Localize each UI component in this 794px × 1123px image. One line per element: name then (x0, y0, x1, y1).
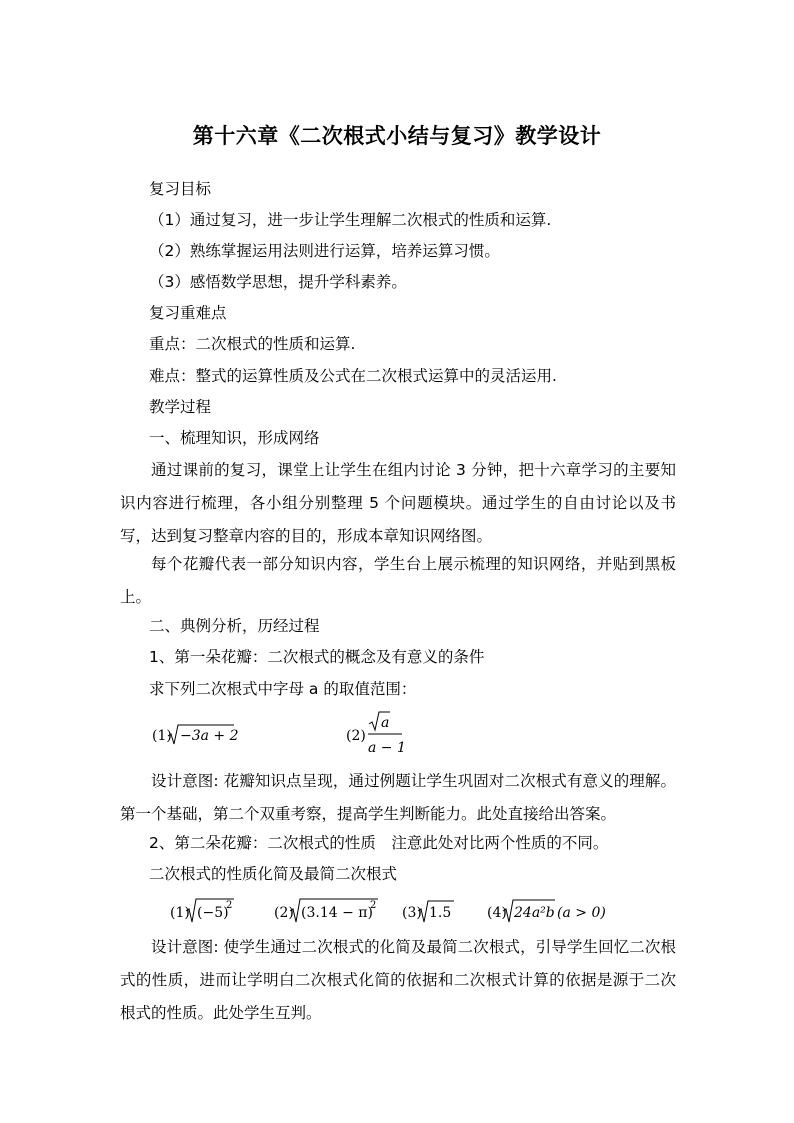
difficulty-text: 难点：整式的运算性质及公式在二次根式运算中的灵活运用. (149, 367, 557, 385)
document-title: 第十六章《二次根式小结与复习》教学设计 (192, 124, 602, 148)
focus-text: 重点：二次根式的性质和运算. (149, 335, 356, 353)
goal-item-2: （2）熟练掌握运用法则进行运算，培养运算习惯。 (149, 242, 500, 260)
petal2-formulas (170, 895, 610, 927)
ex1-expression: (−5) (197, 905, 229, 921)
ex3-label: (3) (402, 905, 422, 921)
ex2-exponent: 2 (370, 900, 377, 911)
section2-heading: 二、典例分析，历经过程 (149, 617, 320, 635)
ex1-label: (1) (170, 905, 190, 921)
exercise-1-label: (1) (152, 728, 172, 744)
exercise-2 (346, 710, 406, 762)
ex4-expression: 24a²b (514, 905, 555, 921)
petal1-prompt: 求下列二次根式中字母 a 的取值范围： (149, 680, 417, 698)
process-heading: 教学过程 (149, 398, 212, 416)
section1-heading: 一、梳理知识，形成网络 (149, 429, 320, 447)
ex4-label: (4) (487, 905, 507, 921)
exercise-2-numerator: a (381, 715, 390, 731)
section1-paragraph-2: 每个花瓣代表一部分知识内容，学生台上展示梳理的知识网络，并贴到黑板上。 (120, 555, 676, 606)
ex3-expression: 1.5 (429, 905, 452, 921)
section1-paragraph-1: 通过课前的复习，课堂上让学生在组内讨论 3 分钟，把十六章学习的主要知识内容进行梳理，各小组分别整理 5 个问题模块。通过学生的自由讨论以及书写，达到复习整章内容的目的，形成本章知识网络图。 (120, 461, 676, 545)
exercise-2-label: (2) (346, 728, 366, 744)
exercise-1-expression: −3a + 2 (180, 728, 239, 744)
goals-heading: 复习目标 (149, 180, 212, 198)
exercise-1-formula (152, 722, 242, 748)
petal1-design-intent: 设计意图: 花瓣知识点呈现，通过例题让学生巩固对二次根式有意义的理解。第一个基础，第二个双重考察，提高学生判断能力。此处直接给出答案。 (120, 772, 676, 823)
goal-item-1: （1）通过复习，进一步让学生理解二次根式的性质和运算. (149, 211, 552, 229)
key-points-heading: 复习重难点 (149, 304, 227, 322)
exercise-2-formula (346, 710, 406, 758)
ex2-label: (2) (274, 905, 294, 921)
goal-item-3: （3）感悟数学思想，提升学科素养。 (149, 273, 407, 291)
ex1-exponent: 2 (226, 900, 233, 911)
petal1-heading: 1、第一朵花瓣：二次根式的概念及有意义的条件 (149, 648, 485, 666)
petal2-heading: 2、第二朵花瓣：二次根式的性质 注意此处对比两个性质的不同。 (149, 834, 609, 852)
petal2-exercises (170, 895, 610, 931)
petal2-design-intent: 设计意图: 使学生通过二次根式的化简及最简二次根式，引导学生回忆二次根式的性质，进而让学明白二次根式化简的依据和二次根式计算的依据是源于二次根式的性质。此处学生互判。 (120, 938, 676, 1022)
exercise-2-denominator: a − 1 (368, 740, 406, 756)
exercise-1 (152, 722, 242, 752)
ex2-expression: (3.14 − π) (301, 905, 373, 921)
ex4-condition: (a > 0) (557, 905, 606, 921)
petal2-prompt: 二次根式的性质化简及最简二次根式 (149, 865, 398, 883)
